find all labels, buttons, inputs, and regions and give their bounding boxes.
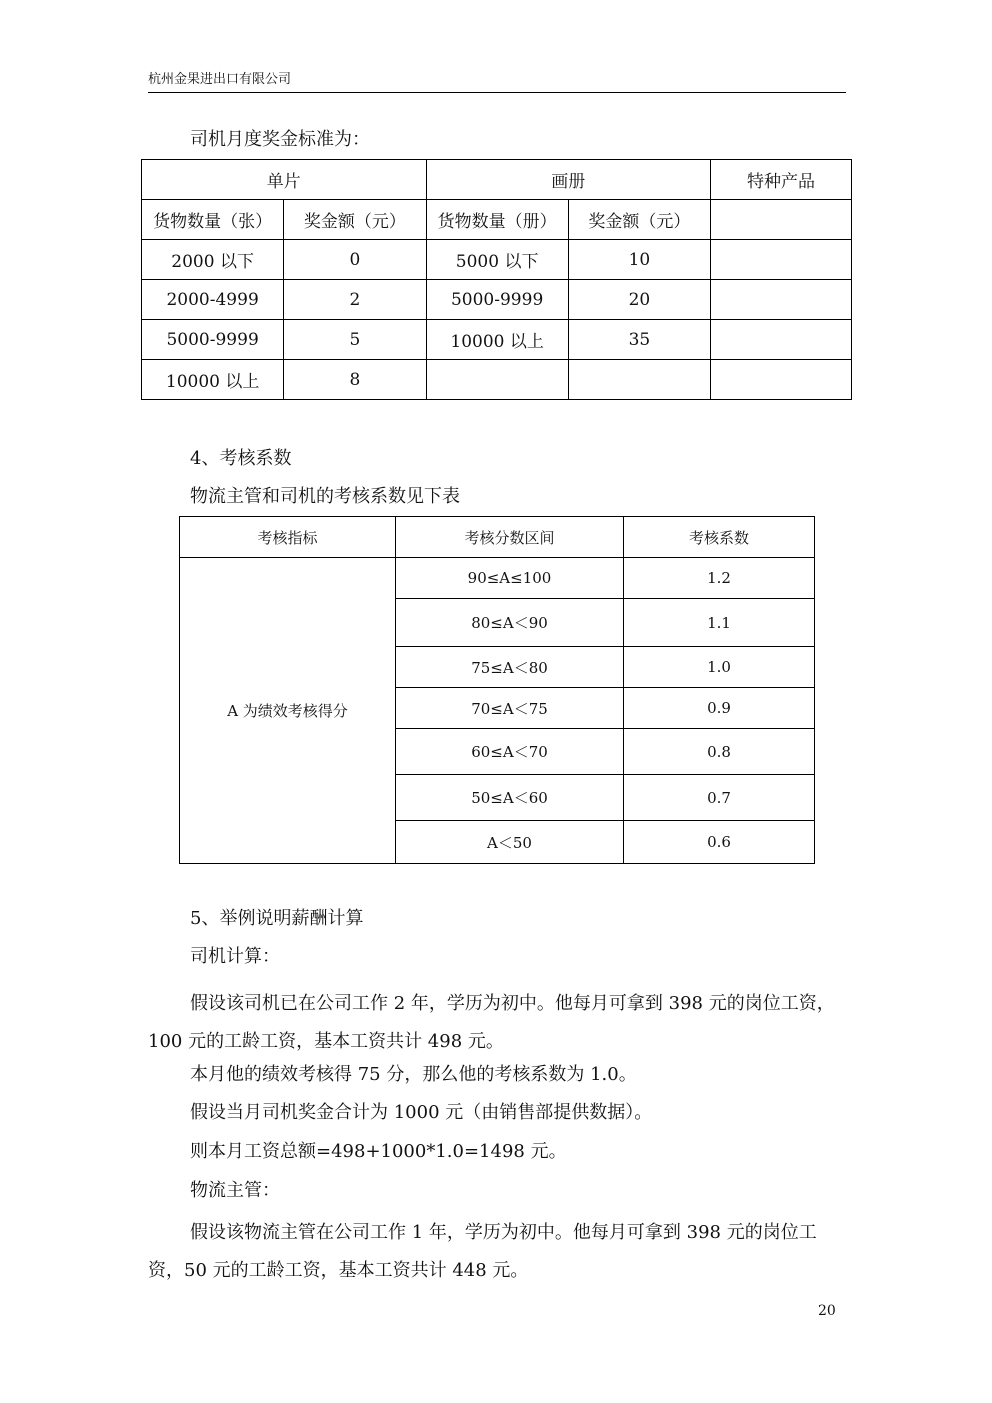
column-header: 考核系数 bbox=[624, 517, 815, 558]
table-cell: 20 bbox=[568, 280, 710, 320]
table-cell: 5 bbox=[284, 320, 426, 360]
table-cell: 2000 以下 bbox=[142, 240, 284, 280]
driver-bonus-intro: 司机月度奖金标准为： bbox=[190, 129, 370, 150]
table-cell: 10000 以上 bbox=[142, 360, 284, 400]
column-header: 货物数量（张） bbox=[142, 200, 284, 240]
table-row bbox=[142, 360, 852, 400]
table-subheader-row bbox=[142, 200, 852, 240]
column-header: 考核指标 bbox=[180, 517, 396, 558]
table-cell bbox=[711, 240, 852, 280]
coefficient-cell: 0.7 bbox=[624, 775, 815, 821]
page-header bbox=[148, 70, 846, 93]
indicator-cell: A 为绩效考核得分 bbox=[180, 558, 396, 864]
table-row bbox=[142, 240, 852, 280]
table-cell: 10 bbox=[568, 240, 710, 280]
table-cell: 5000-9999 bbox=[142, 320, 284, 360]
table-cell: 35 bbox=[568, 320, 710, 360]
table-cell: 2 bbox=[284, 280, 426, 320]
coefficient-cell: 0.6 bbox=[624, 821, 815, 864]
table-header-row bbox=[180, 517, 815, 558]
driver-paragraph-4: 则本月工资总额=498+1000*1.0=1498 元。 bbox=[190, 1141, 567, 1162]
coefficient-cell: 0.8 bbox=[624, 729, 815, 775]
column-header: 货物数量（册） bbox=[426, 200, 568, 240]
table-cell bbox=[426, 360, 568, 400]
table-cell: 0 bbox=[284, 240, 426, 280]
assessment-coefficient-table bbox=[179, 516, 815, 864]
table-cell: 5000 以下 bbox=[426, 240, 568, 280]
driver-bonus-table bbox=[141, 159, 852, 400]
table-row bbox=[180, 558, 815, 599]
score-range-cell: 90≤A≤100 bbox=[396, 558, 624, 599]
group-special-product: 特种产品 bbox=[711, 160, 852, 200]
table-cell bbox=[711, 200, 852, 240]
manager-calc-label: 物流主管： bbox=[190, 1180, 280, 1201]
table-cell: 8 bbox=[284, 360, 426, 400]
page-number: 20 bbox=[818, 1303, 836, 1319]
table-cell bbox=[711, 280, 852, 320]
table-row bbox=[142, 320, 852, 360]
section5-title: 5、举例说明薪酬计算 bbox=[190, 908, 364, 929]
table-header-row bbox=[142, 160, 852, 200]
company-name: 杭州金果进出口有限公司 bbox=[148, 72, 292, 87]
score-range-cell: 70≤A＜75 bbox=[396, 688, 624, 729]
driver-paragraph-1: 假设该司机已在公司工作 2 年，学历为初中。他每月可拿到 398 元的岗位工资，100 元的工龄工资，基本工资共计 498 元。 bbox=[148, 993, 835, 1052]
driver-paragraph-3: 假设当月司机奖金合计为 1000 元（由销售部提供数据）。 bbox=[190, 1102, 653, 1123]
section4-title: 4、考核系数 bbox=[190, 448, 292, 469]
coefficient-cell: 1.0 bbox=[624, 647, 815, 688]
table-cell: 10000 以上 bbox=[426, 320, 568, 360]
group-album: 画册 bbox=[426, 160, 711, 200]
score-range-cell: A＜50 bbox=[396, 821, 624, 864]
column-header: 奖金额（元） bbox=[568, 200, 710, 240]
section4-intro: 物流主管和司机的考核系数见下表 bbox=[190, 486, 460, 507]
column-header: 奖金额（元） bbox=[284, 200, 426, 240]
table-cell bbox=[568, 360, 710, 400]
score-range-cell: 50≤A＜60 bbox=[396, 775, 624, 821]
driver-paragraph-2: 本月他的绩效考核得 75 分，那么他的考核系数为 1.0。 bbox=[190, 1064, 637, 1085]
coefficient-cell: 1.2 bbox=[624, 558, 815, 599]
table-row bbox=[142, 280, 852, 320]
driver-calc-label: 司机计算： bbox=[190, 946, 280, 967]
score-range-cell: 75≤A＜80 bbox=[396, 647, 624, 688]
column-header: 考核分数区间 bbox=[396, 517, 624, 558]
score-range-cell: 80≤A＜90 bbox=[396, 599, 624, 647]
manager-paragraph-1: 假设该物流主管在公司工作 1 年，学历为初中。他每月可拿到 398 元的岗位工资，50 元的工龄工资，基本工资共计 448 元。 bbox=[148, 1222, 817, 1281]
table-cell bbox=[711, 320, 852, 360]
coefficient-cell: 0.9 bbox=[624, 688, 815, 729]
coefficient-cell: 1.1 bbox=[624, 599, 815, 647]
score-range-cell: 60≤A＜70 bbox=[396, 729, 624, 775]
table-cell: 2000-4999 bbox=[142, 280, 284, 320]
table-cell: 5000-9999 bbox=[426, 280, 568, 320]
group-single-sheet: 单片 bbox=[142, 160, 427, 200]
table-cell bbox=[711, 360, 852, 400]
